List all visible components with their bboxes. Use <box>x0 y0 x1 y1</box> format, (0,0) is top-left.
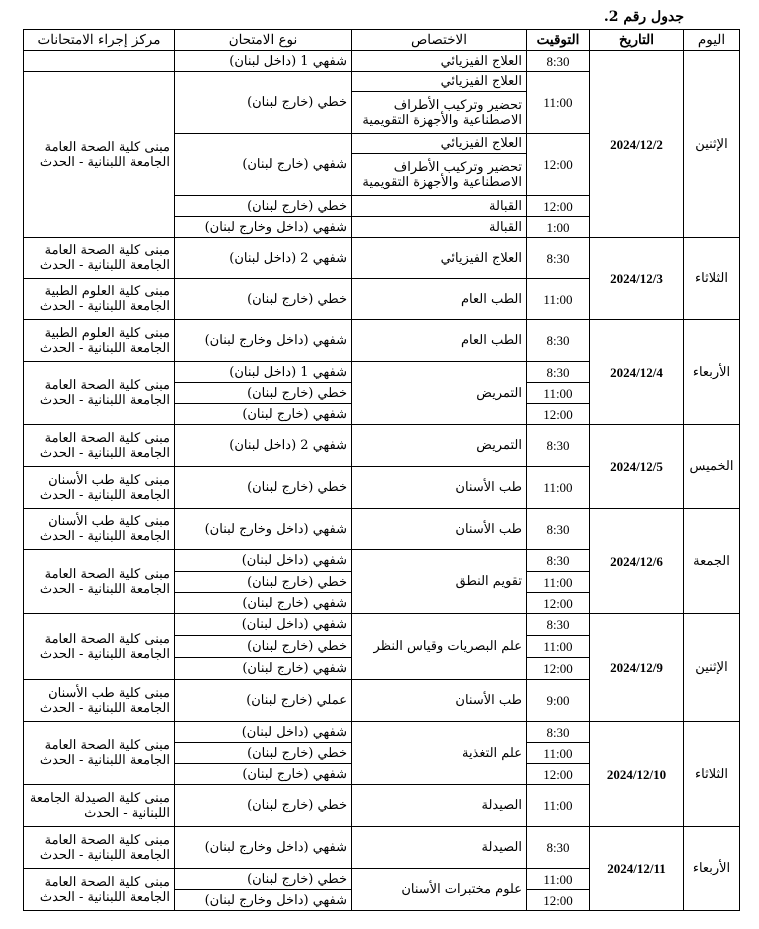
exam-type-cell: شفهي (داخل لبنان) <box>175 550 352 572</box>
table-row <box>24 722 740 743</box>
table-row <box>24 51 740 72</box>
table-row <box>24 320 740 362</box>
header-exam-center: مركز إجراء الامتحانات <box>24 30 175 51</box>
exam-type-cell: خطي (خارج لبنان) <box>175 279 352 320</box>
time-cell: 8:30 <box>527 425 590 467</box>
date-cell: 2024/12/9 <box>590 614 684 722</box>
exam-type-cell: شفهي (خارج لبنان) <box>175 134 352 196</box>
exam-type-cell: شفهي (داخل لبنان) <box>175 614 352 636</box>
exam-center-cell: مبنى كلية الصحة العامة الجامعة اللبنانية - الحدث <box>24 425 175 467</box>
time-cell: 12:00 <box>527 764 590 785</box>
day-cell: الثلاثاء <box>684 722 740 827</box>
exam-type-cell: شفهي (خارج لبنان) <box>175 764 352 785</box>
time-cell: 11:00 <box>527 72 590 134</box>
specialty-cell: القبالة <box>352 196 527 217</box>
time-cell: 8:30 <box>527 614 590 636</box>
specialty-cell: علم البصريات وقياس النظر <box>352 614 527 680</box>
date-cell: 2024/12/3 <box>590 238 684 320</box>
date-cell: 2024/12/6 <box>590 509 684 614</box>
time-cell: 12:00 <box>527 196 590 217</box>
specialty-cell: تحضير وتركيب الأطراف الاصطناعية والأجهزة التقويمية <box>352 154 527 196</box>
exam-center-cell: مبنى كلية الصحة العامة الجامعة اللبنانية - الحدث <box>24 362 175 425</box>
exam-type-cell: خطي (خارج لبنان) <box>175 785 352 827</box>
specialty-cell: الصيدلة <box>352 827 527 869</box>
specialty-cell: القبالة <box>352 217 527 238</box>
exam-type-cell: شفهي (خارج لبنان) <box>175 658 352 680</box>
exam-center-cell: مبنى كلية الصيدلة الجامعة اللبنانية - الحدث <box>24 785 175 827</box>
day-cell: الإثنين <box>684 51 740 238</box>
specialty-cell: العلاج الفيزيائي <box>352 72 527 92</box>
header-day: اليوم <box>684 30 740 51</box>
exam-type-cell: شفهي (داخل وخارج لبنان) <box>175 827 352 869</box>
time-cell: 1:00 <box>527 217 590 238</box>
specialty-cell: العلاج الفيزيائي <box>352 51 527 72</box>
exam-type-cell: خطي (خارج لبنان) <box>175 636 352 658</box>
exam-type-cell: شفهي 1 (داخل لبنان) <box>175 51 352 72</box>
exam-center-cell: مبنى كلية طب الأسنان الجامعة اللبنانية - الحدث <box>24 467 175 509</box>
exam-center-cell: مبنى كلية طب الأسنان الجامعة اللبنانية - الحدث <box>24 509 175 550</box>
time-cell: 11:00 <box>527 572 590 593</box>
exam-center-cell: مبنى كلية الصحة العامة الجامعة اللبنانية - الحدث <box>24 869 175 911</box>
date-cell: 2024/12/11 <box>590 827 684 911</box>
time-cell: 8:30 <box>527 362 590 383</box>
specialty-cell: التمريض <box>352 362 527 425</box>
specialty-cell: العلاج الفيزيائي <box>352 238 527 279</box>
time-cell: 8:30 <box>527 320 590 362</box>
header-time: التوقيت <box>527 30 590 51</box>
specialty-cell: طب الأسنان <box>352 467 527 509</box>
time-cell: 8:30 <box>527 550 590 572</box>
time-cell: 11:00 <box>527 279 590 320</box>
table-row <box>24 614 740 636</box>
specialty-cell: التمريض <box>352 425 527 467</box>
exam-type-cell: خطي (خارج لبنان) <box>175 467 352 509</box>
time-cell: 8:30 <box>527 238 590 279</box>
specialty-cell: الصيدلة <box>352 785 527 827</box>
specialty-cell: تحضير وتركيب الأطراف الاصطناعية والأجهزة التقويمية <box>352 92 527 134</box>
exam-type-cell: خطي (خارج لبنان) <box>175 743 352 764</box>
date-cell: 2024/12/4 <box>590 320 684 425</box>
exam-center-cell: مبنى كلية العلوم الطبية الجامعة اللبنانية - الحدث <box>24 279 175 320</box>
exam-type-cell: شفهي 1 (داخل لبنان) <box>175 362 352 383</box>
exam-type-cell: خطي (خارج لبنان) <box>175 572 352 593</box>
time-cell: 9:00 <box>527 680 590 722</box>
exam-type-cell: شفهي (داخل وخارج لبنان) <box>175 217 352 238</box>
time-cell: 11:00 <box>527 383 590 404</box>
date-cell: 2024/12/10 <box>590 722 684 827</box>
time-cell: 8:30 <box>527 51 590 72</box>
time-cell: 12:00 <box>527 658 590 680</box>
time-cell: 12:00 <box>527 134 590 196</box>
header-date: التاريخ <box>590 30 684 51</box>
day-cell: الثلاثاء <box>684 238 740 320</box>
time-cell: 11:00 <box>527 743 590 764</box>
exam-type-cell: شفهي (داخل وخارج لبنان) <box>175 890 352 911</box>
exam-type-cell: خطي (خارج لبنان) <box>175 383 352 404</box>
exam-type-cell: عملي (خارج لبنان) <box>175 680 352 722</box>
exam-type-cell: خطي (خارج لبنان) <box>175 72 352 134</box>
exam-center-cell: مبنى كلية الصحة العامة الجامعة اللبنانية - الحدث <box>24 827 175 869</box>
table-row <box>24 425 740 467</box>
day-cell: الإثنين <box>684 614 740 722</box>
exam-center-cell: مبنى كلية الصحة العامة الجامعة اللبنانية - الحدث <box>24 72 175 238</box>
time-cell: 12:00 <box>527 593 590 614</box>
table-row <box>24 238 740 279</box>
day-cell: الأربعاء <box>684 320 740 425</box>
table-caption: جدول رقم 2. <box>603 9 684 25</box>
exam-type-cell: شفهي (داخل وخارج لبنان) <box>175 320 352 362</box>
specialty-cell: الطب العام <box>352 279 527 320</box>
exam-center-cell: مبنى كلية الصحة العامة الجامعة اللبنانية - الحدث <box>24 722 175 785</box>
time-cell: 11:00 <box>527 636 590 658</box>
table-row <box>24 827 740 869</box>
exam-type-cell: خطي (خارج لبنان) <box>175 196 352 217</box>
header-row <box>24 30 740 51</box>
date-cell: 2024/12/5 <box>590 425 684 509</box>
table-row <box>24 509 740 550</box>
time-cell: 12:00 <box>527 890 590 911</box>
time-cell: 11:00 <box>527 869 590 890</box>
exam-type-cell: شفهي 2 (داخل لبنان) <box>175 238 352 279</box>
exam-type-cell: شفهي 2 (داخل لبنان) <box>175 425 352 467</box>
specialty-cell: الطب العام <box>352 320 527 362</box>
time-cell: 8:30 <box>527 827 590 869</box>
time-cell: 8:30 <box>527 722 590 743</box>
exam-type-cell: شفهي (داخل وخارج لبنان) <box>175 509 352 550</box>
exam-type-cell: شفهي (خارج لبنان) <box>175 404 352 425</box>
time-cell: 11:00 <box>527 785 590 827</box>
time-cell: 12:00 <box>527 404 590 425</box>
exam-center-cell: مبنى كلية الصحة العامة الجامعة اللبنانية - الحدث <box>24 550 175 614</box>
exam-center-cell: مبنى كلية الصحة العامة الجامعة اللبنانية - الحدث <box>24 238 175 279</box>
header-specialty: الاختصاص <box>352 30 527 51</box>
day-cell: الخميس <box>684 425 740 509</box>
header-exam-type: نوع الامتحان <box>175 30 352 51</box>
time-cell: 11:00 <box>527 467 590 509</box>
exam-schedule-table <box>23 29 740 911</box>
exam-center-cell: مبنى كلية الصحة العامة الجامعة اللبنانية - الحدث <box>24 614 175 680</box>
date-cell: 2024/12/2 <box>590 51 684 238</box>
exam-center-cell: مبنى كلية طب الأسنان الجامعة اللبنانية - الحدث <box>24 680 175 722</box>
time-cell: 8:30 <box>527 509 590 550</box>
specialty-cell: علم التغذية <box>352 722 527 785</box>
specialty-cell: طب الأسنان <box>352 509 527 550</box>
specialty-cell: تقويم النطق <box>352 550 527 614</box>
specialty-cell: علوم مختبرات الأسنان <box>352 869 527 911</box>
exam-type-cell: خطي (خارج لبنان) <box>175 869 352 890</box>
specialty-cell: طب الأسنان <box>352 680 527 722</box>
day-cell: الجمعة <box>684 509 740 614</box>
exam-type-cell: شفهي (داخل لبنان) <box>175 722 352 743</box>
exam-type-cell: شفهي (خارج لبنان) <box>175 593 352 614</box>
day-cell: الأربعاء <box>684 827 740 911</box>
exam-center-cell: مبنى كلية العلوم الطبية الجامعة اللبنانية - الحدث <box>24 320 175 362</box>
exam-center-cell <box>24 51 175 72</box>
specialty-cell: العلاج الفيزيائي <box>352 134 527 154</box>
